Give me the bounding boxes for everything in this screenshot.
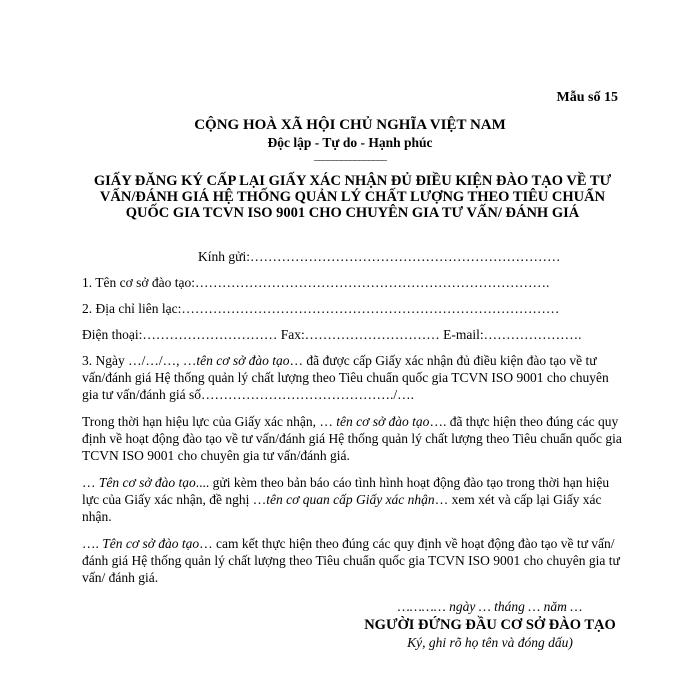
signature-date-line: ………… ngày … tháng … năm … bbox=[397, 599, 583, 614]
header-divider: ________________ bbox=[314, 150, 386, 162]
signature-block bbox=[340, 598, 640, 652]
paragraph-6 bbox=[82, 535, 622, 586]
national-header bbox=[0, 116, 700, 160]
field-training-facility-name: 1. Tên cơ sở đào tạo:……………………………………………………………………. bbox=[82, 275, 550, 290]
p5-text-a: … bbox=[82, 475, 99, 490]
recipient-line: Kính gửi:…………………………………………………………… bbox=[198, 249, 561, 264]
national-motto: Độc lập - Tự do - Hạnh phúc bbox=[267, 135, 433, 150]
p3-text-a: 3. Ngày …/…/…, … bbox=[82, 353, 197, 368]
p6-text-a: …. bbox=[82, 536, 103, 551]
p4-text-c: …. đã thực hiện theo đúng các quy định về hoạt động đào tạo về tư vấn/đánh giá Hệ thống quản lý chất lượng theo Tiêu chuẩn quốc gia TCVN ISO 9001 cho chuyên gia tư vấn/đánh giá. bbox=[82, 414, 622, 463]
p6-facility-placeholder: Tên cơ sở đào tạo bbox=[102, 536, 200, 551]
p5-text-c: .... gửi kèm theo bản báo cáo tình hình hoạt động đào tạo trong thời hạn hiệu lực của Giấy xác nhận, đề nghị … bbox=[82, 475, 610, 507]
p5-agency-placeholder: tên cơ quan cấp Giấy xác nhận bbox=[266, 492, 435, 507]
field-phone-fax-email: Điện thoại:………………………… Fax:………………………… E-mail:…………………. bbox=[82, 327, 582, 342]
p3-facility-placeholder: tên cơ sở đào tạo bbox=[196, 353, 290, 368]
p5-facility-placeholder: Tên cơ sở đào tạo bbox=[98, 475, 196, 490]
paragraph-4 bbox=[82, 413, 622, 464]
p5-text-e: … xem xét và cấp lại Giấy xác nhận. bbox=[82, 492, 602, 524]
signatory-role: NGƯỜI ĐỨNG ĐẦU CƠ SỞ ĐÀO TẠO bbox=[364, 617, 616, 633]
p3-text-c: … đã được cấp Giấy xác nhận đủ điều kiện đào tạo về tư vấn/đánh giá Hệ thống quản lý chất lượng theo Tiêu chuẩn quốc gia TCVN ISO 9001 cho chuyên gia tư vấn/đánh giá số……………………………………./…. bbox=[82, 353, 609, 402]
document-body bbox=[82, 248, 622, 596]
p4-facility-placeholder: tên cơ sở đào tạo bbox=[336, 414, 430, 429]
paragraph-5 bbox=[82, 474, 622, 525]
document-title: GIẤY ĐĂNG KÝ CẤP LẠI GIẤY XÁC NHẬN ĐỦ ĐIỀU KIỆN ĐÀO TẠO VỀ TƯ VẤN/ĐÁNH GIÁ HỆ THỐNG QUẢN LÝ CHẤT LƯỢNG THEO TIÊU CHUẨN QUỐC GIA TCVN ISO 9001 CHO CHUYÊN GIA TƯ VẤN/ ĐÁNH GIÁ bbox=[93, 173, 612, 221]
paragraph-3 bbox=[82, 352, 622, 403]
national-title: CỘNG HOÀ XÃ HỘI CHỦ NGHĨA VIỆT NAM bbox=[194, 117, 506, 133]
form-number: Mẫu số 15 bbox=[556, 90, 618, 105]
p4-text-a: Trong thời hạn hiệu lực của Giấy xác nhận, … bbox=[82, 414, 337, 429]
field-contact-address: 2. Địa chỉ liên lạc:………………………………………………………………………… bbox=[82, 301, 560, 316]
signature-instruction: Ký, ghi rõ họ tên và đóng dấu) bbox=[407, 635, 573, 650]
p6-text-c: … cam kết thực hiện theo đúng các quy định về hoạt động đào tạo về tư vấn/đánh giá Hệ thống quản lý chất lượng theo Tiêu chuẩn quốc gia TCVN ISO 9001 cho chuyên gia tư vấn/ đánh giá. bbox=[82, 536, 620, 585]
